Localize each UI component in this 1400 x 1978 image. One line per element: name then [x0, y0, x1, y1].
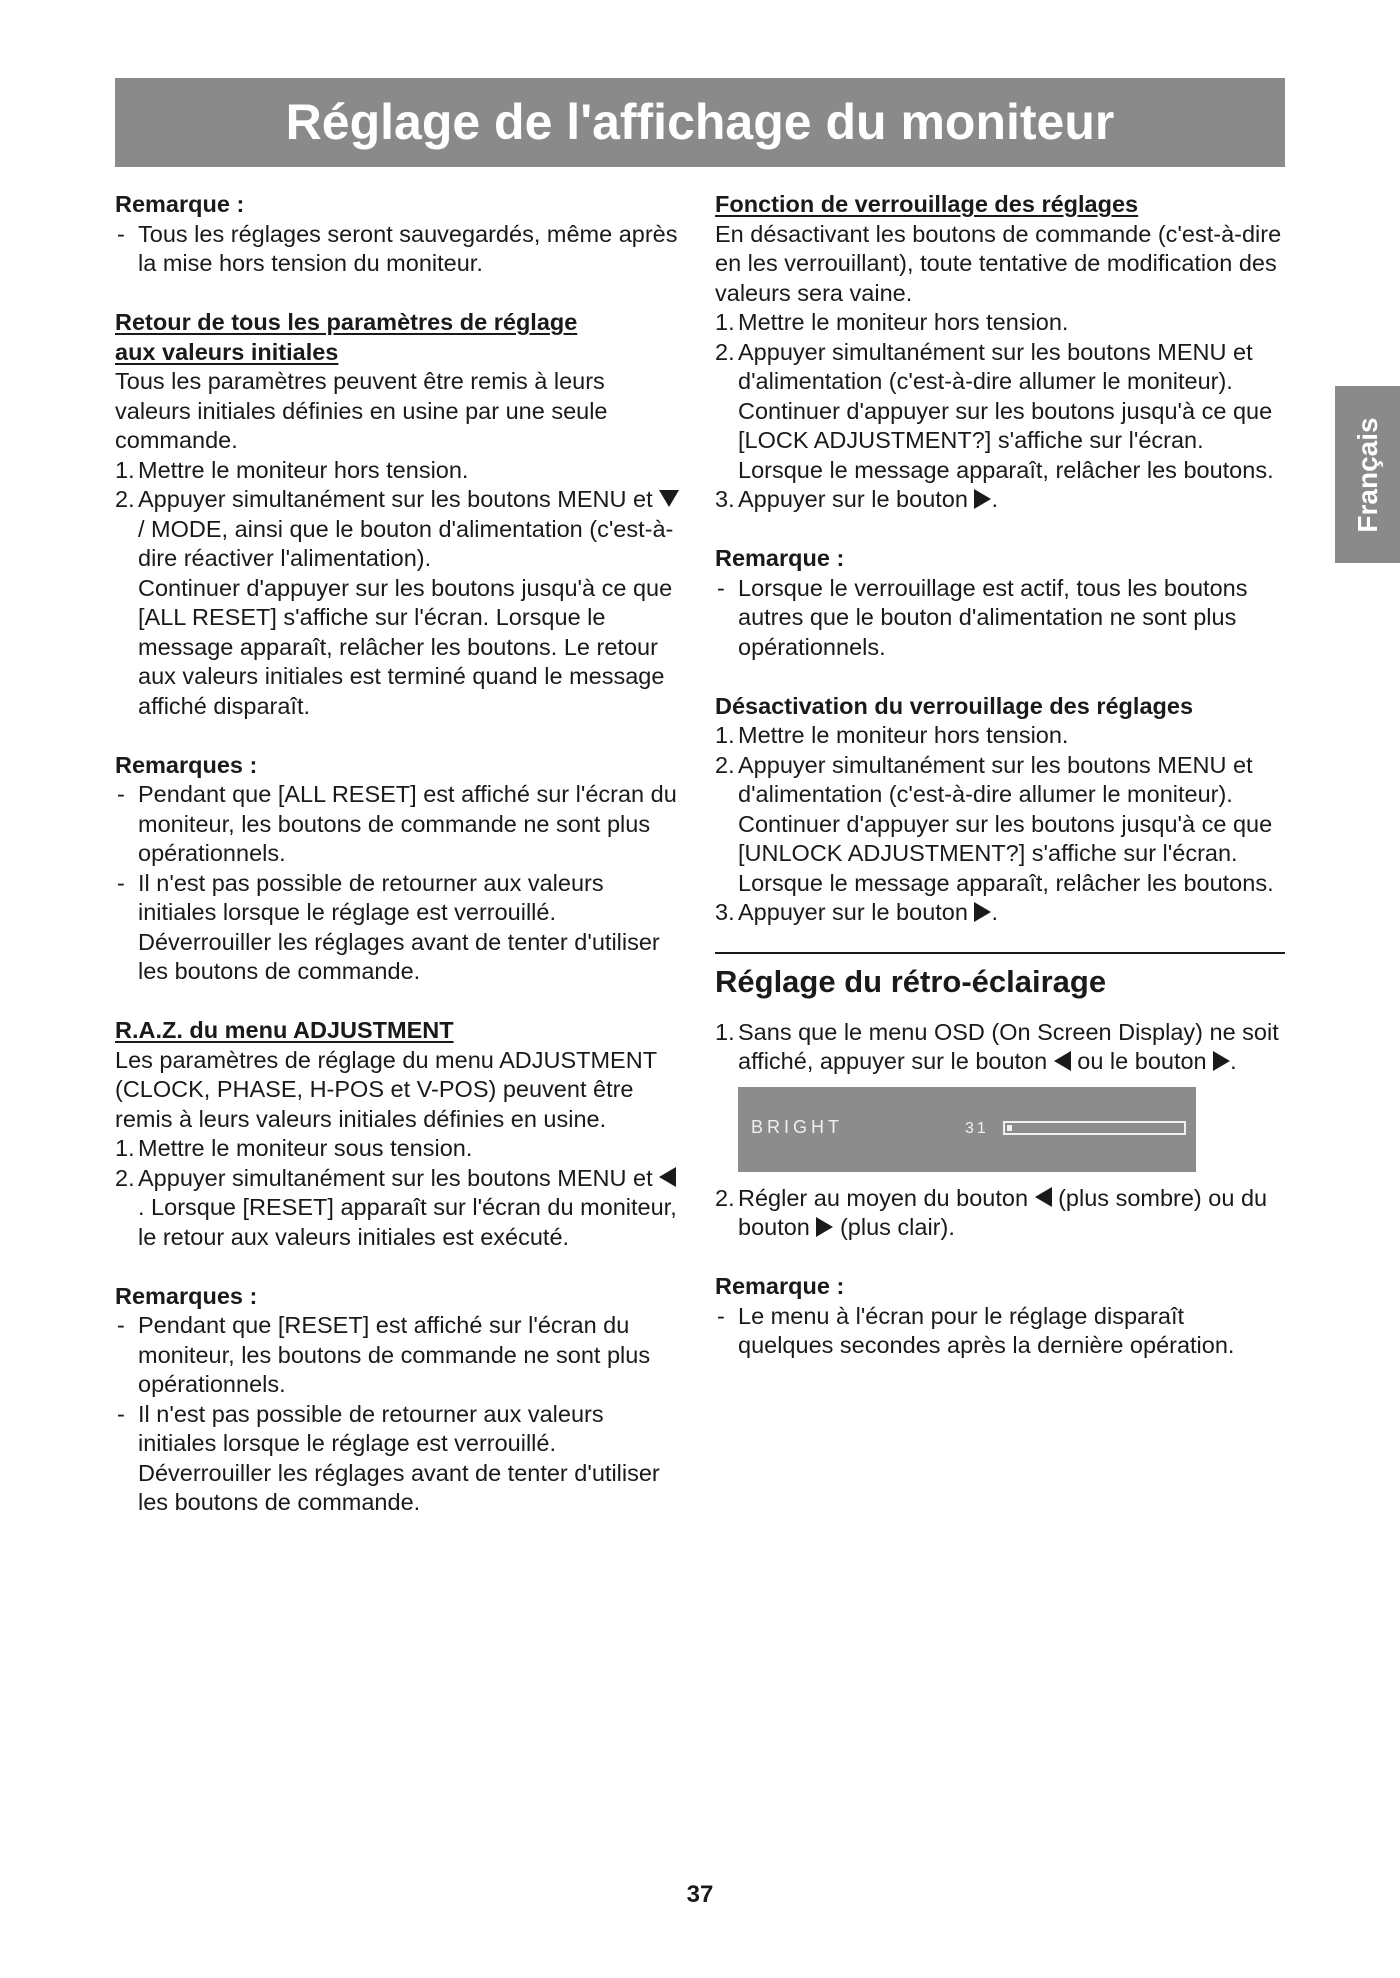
step-item: 2. Appuyer simultanément sur les boutons MENU et . Lorsque [RESET] apparaît sur l'écran du moniteur, le retour aux valeurs initiales est exécuté. [115, 1164, 677, 1250]
step-item: 2. Appuyer simultanément sur les boutons MENU et / MODE, ainsi que le bouton d'alimentation (c'est-à-dire réactiver l'alimentation). Continuer d'appuyer sur les boutons jusqu'à ce que [ALL RESET] s'affiche sur l'écran. Lorsque le message apparaît, relâcher les boutons. Le retour aux valeurs initiales est terminé quand le message affiché disparaît. [115, 485, 681, 721]
right-arrow-icon [974, 902, 991, 922]
osd-label: BRIGHT [751, 1116, 844, 1137]
notes-label: Remarques : [115, 1282, 258, 1309]
left-arrow-icon [1035, 1187, 1052, 1207]
note-item: - Pendant que [ALL RESET] est affiché sur l'écran du moniteur, les boutons de commande ne sont plus opérationnels. [117, 781, 677, 866]
note-label: Remarque : [715, 545, 845, 571]
step-item: 2. Appuyer simultanément sur les boutons MENU et d'alimentation (c'est-à-dire allumer le moniteur). Continuer d'appuyer sur les boutons jusqu'à ce que [LOCK ADJUSTMENT?] s'affiche sur l'écran. Lorsque le message apparaît, relâcher les boutons. [715, 338, 1274, 483]
right-arrow-icon [816, 1217, 833, 1237]
step-item: 3. Appuyer sur le bouton . [715, 486, 998, 512]
language-tab [1335, 386, 1400, 563]
step-item: 2. Appuyer simultanément sur les boutons MENU et d'alimentation (c'est-à-dire allumer le moniteur). Continuer d'appuyer sur les boutons jusqu'à ce que [UNLOCK ADJUSTMENT?] s'affiche sur l'écran. Lorsque le message apparaît, relâcher les boutons. [715, 751, 1274, 896]
note-item: - Pendant que [RESET] est affiché sur l'écran du moniteur, les boutons de commande ne sont plus opérationnels. [117, 1312, 651, 1397]
note-item: - Il n'est pas possible de retourner aux valeurs initiales lorsque le réglage est verrouillé. Déverrouiller les réglages avant de tenter d'utiliser les boutons de commande. [117, 869, 660, 984]
step-item: 3. Appuyer sur le bouton . [715, 899, 998, 925]
step-item: 1. Mettre le moniteur sous tension. [115, 1135, 473, 1161]
brightness-bar [1003, 1121, 1186, 1135]
reset-all-intro: Tous les paramètres peuvent être remis à leurs valeurs initiales définies en usine par une seule commande. [115, 368, 608, 453]
left-column [115, 190, 681, 1518]
note-item: - Le menu à l'écran pour le réglage disparaît quelques secondes après la dernière opération. [717, 1302, 1235, 1358]
brightness-bar-fill [1007, 1125, 1012, 1131]
osd-brightness-panel [738, 1087, 1196, 1172]
raz-intro: Les paramètres de réglage du menu ADJUSTMENT (CLOCK, PHASE, H-POS et V-POS) peuvent être remis à leurs valeurs initiales définies en usine. [115, 1046, 657, 1132]
down-arrow-icon [659, 490, 679, 507]
page-number: 37 [686, 1881, 714, 1908]
right-arrow-icon [974, 489, 991, 509]
note-item: - Tous les réglages seront sauvegardés, même après la mise hors tension du moniteur. [117, 220, 678, 276]
section-heading-unlock: Désactivation du verrouillage des réglages [715, 692, 1194, 719]
step-item: 1. Mettre le moniteur hors tension. [715, 722, 1069, 748]
notes-label: Remarques : [115, 751, 258, 778]
step-item: 1. Sans que le menu OSD (On Screen Display) ne soit affiché, appuyer sur le bouton ou le bouton . [715, 1018, 1279, 1074]
osd-value: 31 [965, 1119, 989, 1137]
section-heading-backlight: Réglage du rétro-éclairage [715, 952, 1285, 1004]
lock-intro: En désactivant les boutons de commande (c'est-à-dire en les verrouillant), toute tentative de modification des valeurs sera vaine. [715, 220, 1282, 306]
step-item: 1. Mettre le moniteur hors tension. [115, 456, 469, 483]
page-title: Réglage de l'affichage du moniteur [115, 78, 1285, 167]
left-arrow-icon [659, 1167, 676, 1187]
section-heading-raz: R.A.Z. du menu ADJUSTMENT [115, 1017, 454, 1043]
note-item: - Lorsque le verrouillage est actif, tous les boutons autres que le bouton d'alimentation ne sont plus opérationnels. [717, 574, 1248, 660]
note-label: Remarque : [715, 1273, 845, 1299]
right-arrow-icon [1213, 1051, 1230, 1071]
step-item: 2. Régler au moyen du bouton (plus sombre) ou du bouton (plus clair). [715, 1184, 1268, 1240]
note-item: - Il n'est pas possible de retourner aux valeurs initiales lorsque le réglage est verrouillé. Déverrouiller les réglages avant de tenter d'utiliser les boutons de commande. [117, 1400, 660, 1515]
step-item: 1. Mettre le moniteur hors tension. [715, 309, 1069, 335]
language-tab-label: Français [1351, 416, 1383, 533]
section-heading-reset-all: Retour de tous les paramètres de réglage aux valeurs initiales [115, 309, 578, 365]
left-arrow-icon [1054, 1051, 1071, 1071]
note-label: Remarque : [115, 191, 245, 217]
section-heading-lock: Fonction de verrouillage des réglages [715, 191, 1139, 217]
right-column [715, 190, 1285, 1361]
